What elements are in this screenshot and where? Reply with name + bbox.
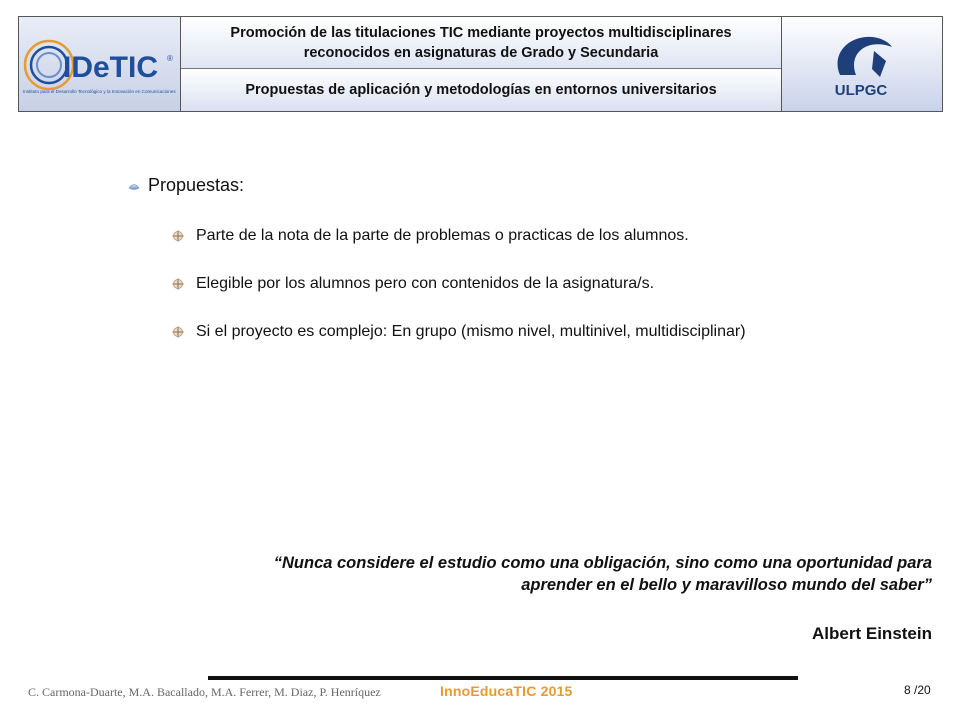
footer-event-name: InnoEducaTIC 2015 xyxy=(440,683,573,699)
presentation-subtitle: Propuestas de aplicación y metodologías en entornos universitarios xyxy=(181,69,781,111)
page-number: 8 /20 xyxy=(904,683,931,697)
idetic-logo-text: IDeTIC xyxy=(63,51,159,84)
list-item xyxy=(172,224,746,248)
slide-header xyxy=(18,16,943,112)
ulpgc-logo-graphic xyxy=(782,17,940,111)
footer-authors: C. Carmona-Duarte, M.A. Bacallado, M.A. Ferrer, M. Diaz, P. Henríquez xyxy=(28,685,381,699)
section-title-text: Propuestas: xyxy=(148,175,245,195)
section-title xyxy=(128,175,244,196)
crosshair-bullet-icon xyxy=(172,278,184,290)
quote xyxy=(132,552,932,596)
footer-divider xyxy=(208,676,798,680)
quote-line-1: “Nunca considere el estudio como una obligación, sino como una oportunidad para xyxy=(273,554,932,572)
idetic-logo xyxy=(19,17,181,111)
ulpgc-logo xyxy=(782,17,942,111)
idetic-logo-subtitle: Instituto para el Desarrollo Tecnológico y la Innovación en Comunicaciones xyxy=(23,89,176,94)
list-item-text: Si el proyecto es complejo: En grupo (mismo nivel, multinivel, multidisciplinar) xyxy=(196,323,746,340)
quote-author: Albert Einstein xyxy=(812,624,932,643)
header-titles xyxy=(181,17,782,111)
proposal-list xyxy=(172,224,746,368)
title-line-2: reconocidos en asignaturas de Grado y Secundaria xyxy=(303,44,659,61)
ulpgc-emblem-icon xyxy=(838,37,892,75)
idetic-logo-graphic xyxy=(19,17,179,111)
presentation-title xyxy=(181,17,781,69)
list-item-text: Elegible por los alumnos pero con contenidos de la asignatura/s. xyxy=(196,275,655,292)
title-line-1: Promoción de las titulaciones TIC mediante proyectos multidisciplinares xyxy=(230,24,732,41)
registered-mark: ® xyxy=(167,54,173,63)
list-item xyxy=(172,272,746,296)
bullet-icon xyxy=(128,180,140,192)
list-item-text: Parte de la nota de la parte de problemas o practicas de los alumnos. xyxy=(196,227,689,244)
crosshair-bullet-icon xyxy=(172,326,184,338)
list-item xyxy=(172,320,746,344)
crosshair-bullet-icon xyxy=(172,230,184,242)
ulpgc-logo-text: ULPGC xyxy=(834,82,888,99)
quote-line-2: aprender en el bello y maravilloso mundo del saber” xyxy=(521,576,932,594)
